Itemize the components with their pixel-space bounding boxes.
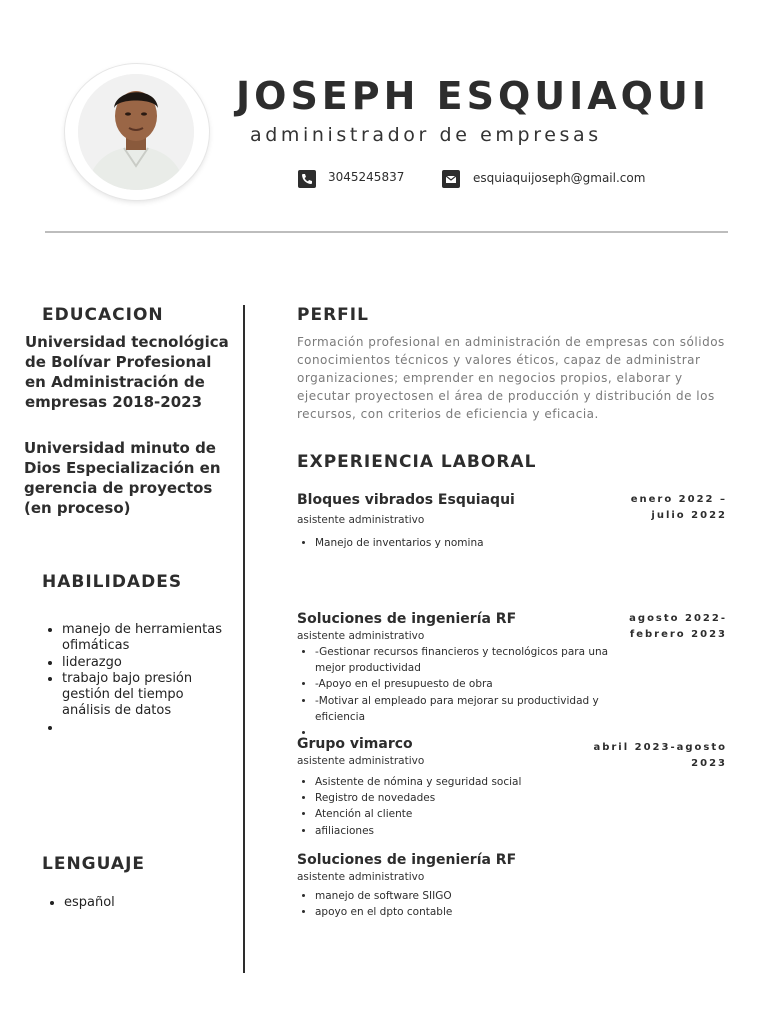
job-date-end: 2023 — [691, 758, 727, 769]
job-date-end: julio 2022 — [651, 510, 727, 521]
job-company: Soluciones de ingeniería RF — [297, 611, 517, 627]
education-item: Universidad tecnológica de Bolívar Profesional en Administración de empresas 2018-2023 — [25, 333, 229, 411]
job-tasks — [297, 888, 635, 920]
job-task — [315, 725, 635, 735]
job-role: asistente administrativo — [297, 755, 425, 767]
skills-heading: HABILIDADES — [42, 572, 183, 592]
job-task: • apoyo en el dpto contable — [315, 904, 635, 920]
job-task: • -Gestionar recursos financieros y tecnológicos para una mejor productividad — [315, 644, 635, 676]
job-task: • -Motivar al empleado para mejorar su productividad y eficiencia — [315, 693, 635, 725]
job-task: • manejo de software SIIGO — [315, 888, 635, 904]
skill-item: • trabajo bajo presión gestión del tiempo análisis de datos — [62, 671, 234, 720]
profile-photo — [78, 74, 194, 190]
phone-number[interactable]: 3045245837 — [328, 170, 405, 184]
email-icon — [442, 170, 460, 188]
language-list — [44, 895, 234, 911]
job-role: asistente administrativo — [297, 514, 425, 526]
email-address[interactable]: esquiaquijoseph@gmail.com — [473, 171, 646, 185]
language-heading: LENGUAJE — [42, 854, 146, 874]
job-company: Grupo vimarco — [297, 736, 413, 752]
job-task: • Atención al cliente — [315, 806, 635, 822]
job-date — [631, 492, 727, 524]
education-heading: EDUCACION — [42, 305, 164, 325]
job-tasks — [297, 644, 635, 735]
phone-icon — [298, 170, 316, 188]
job-task: • -Apoyo en el presupuesto de obra — [315, 676, 635, 692]
header-divider — [45, 231, 728, 233]
job-task: • Registro de novedades — [315, 790, 635, 806]
job-task: • Manejo de inventarios y nomina — [315, 535, 635, 551]
language-item: • español — [64, 895, 234, 911]
candidate-name: JOSEPH ESQUIAQUI — [236, 74, 710, 118]
job-date-end: febrero 2023 — [629, 629, 727, 640]
job-role: asistente administrativo — [297, 871, 425, 883]
job-date — [593, 740, 727, 772]
job-company: Bloques vibrados Esquiaqui — [297, 492, 515, 508]
skills-list — [42, 622, 234, 736]
candidate-title: administrador de empresas — [250, 124, 602, 146]
job-date-start: enero 2022 – — [630, 494, 727, 505]
job-tasks — [297, 774, 635, 839]
experience-heading: EXPERIENCIA LABORAL — [297, 452, 537, 472]
job-task: • afiliaciones — [315, 823, 635, 839]
profile-heading: PERFIL — [297, 305, 369, 325]
profile-text: Formación profesional en administración de empresas con sólidos conocimientos técnicos y valores éticos, capaz de administrar organizaciones; emprender en negocios propios, elaborar y ejecutar proyectosen el área de producción y distribución de los recursos, con criterios de eficiencia y eficacia. — [297, 335, 725, 421]
skill-item — [62, 720, 234, 736]
skill-item: • liderazgo — [62, 655, 234, 671]
job-date-start: agosto 2022- — [629, 613, 727, 624]
job-date-start: abril 2023-agosto — [593, 742, 727, 753]
job-role: asistente administrativo — [297, 630, 425, 642]
education-item: Universidad minuto de Dios Especialización en gerencia de proyectos (en proceso) — [24, 439, 221, 517]
job-company: Soluciones de ingeniería RF — [297, 852, 517, 868]
job-date — [629, 611, 727, 643]
job-tasks — [297, 535, 635, 551]
column-divider — [243, 305, 245, 973]
skill-item: • manejo de herramientas ofimáticas — [62, 622, 234, 655]
job-task: • Asistente de nómina y seguridad social — [315, 774, 635, 790]
